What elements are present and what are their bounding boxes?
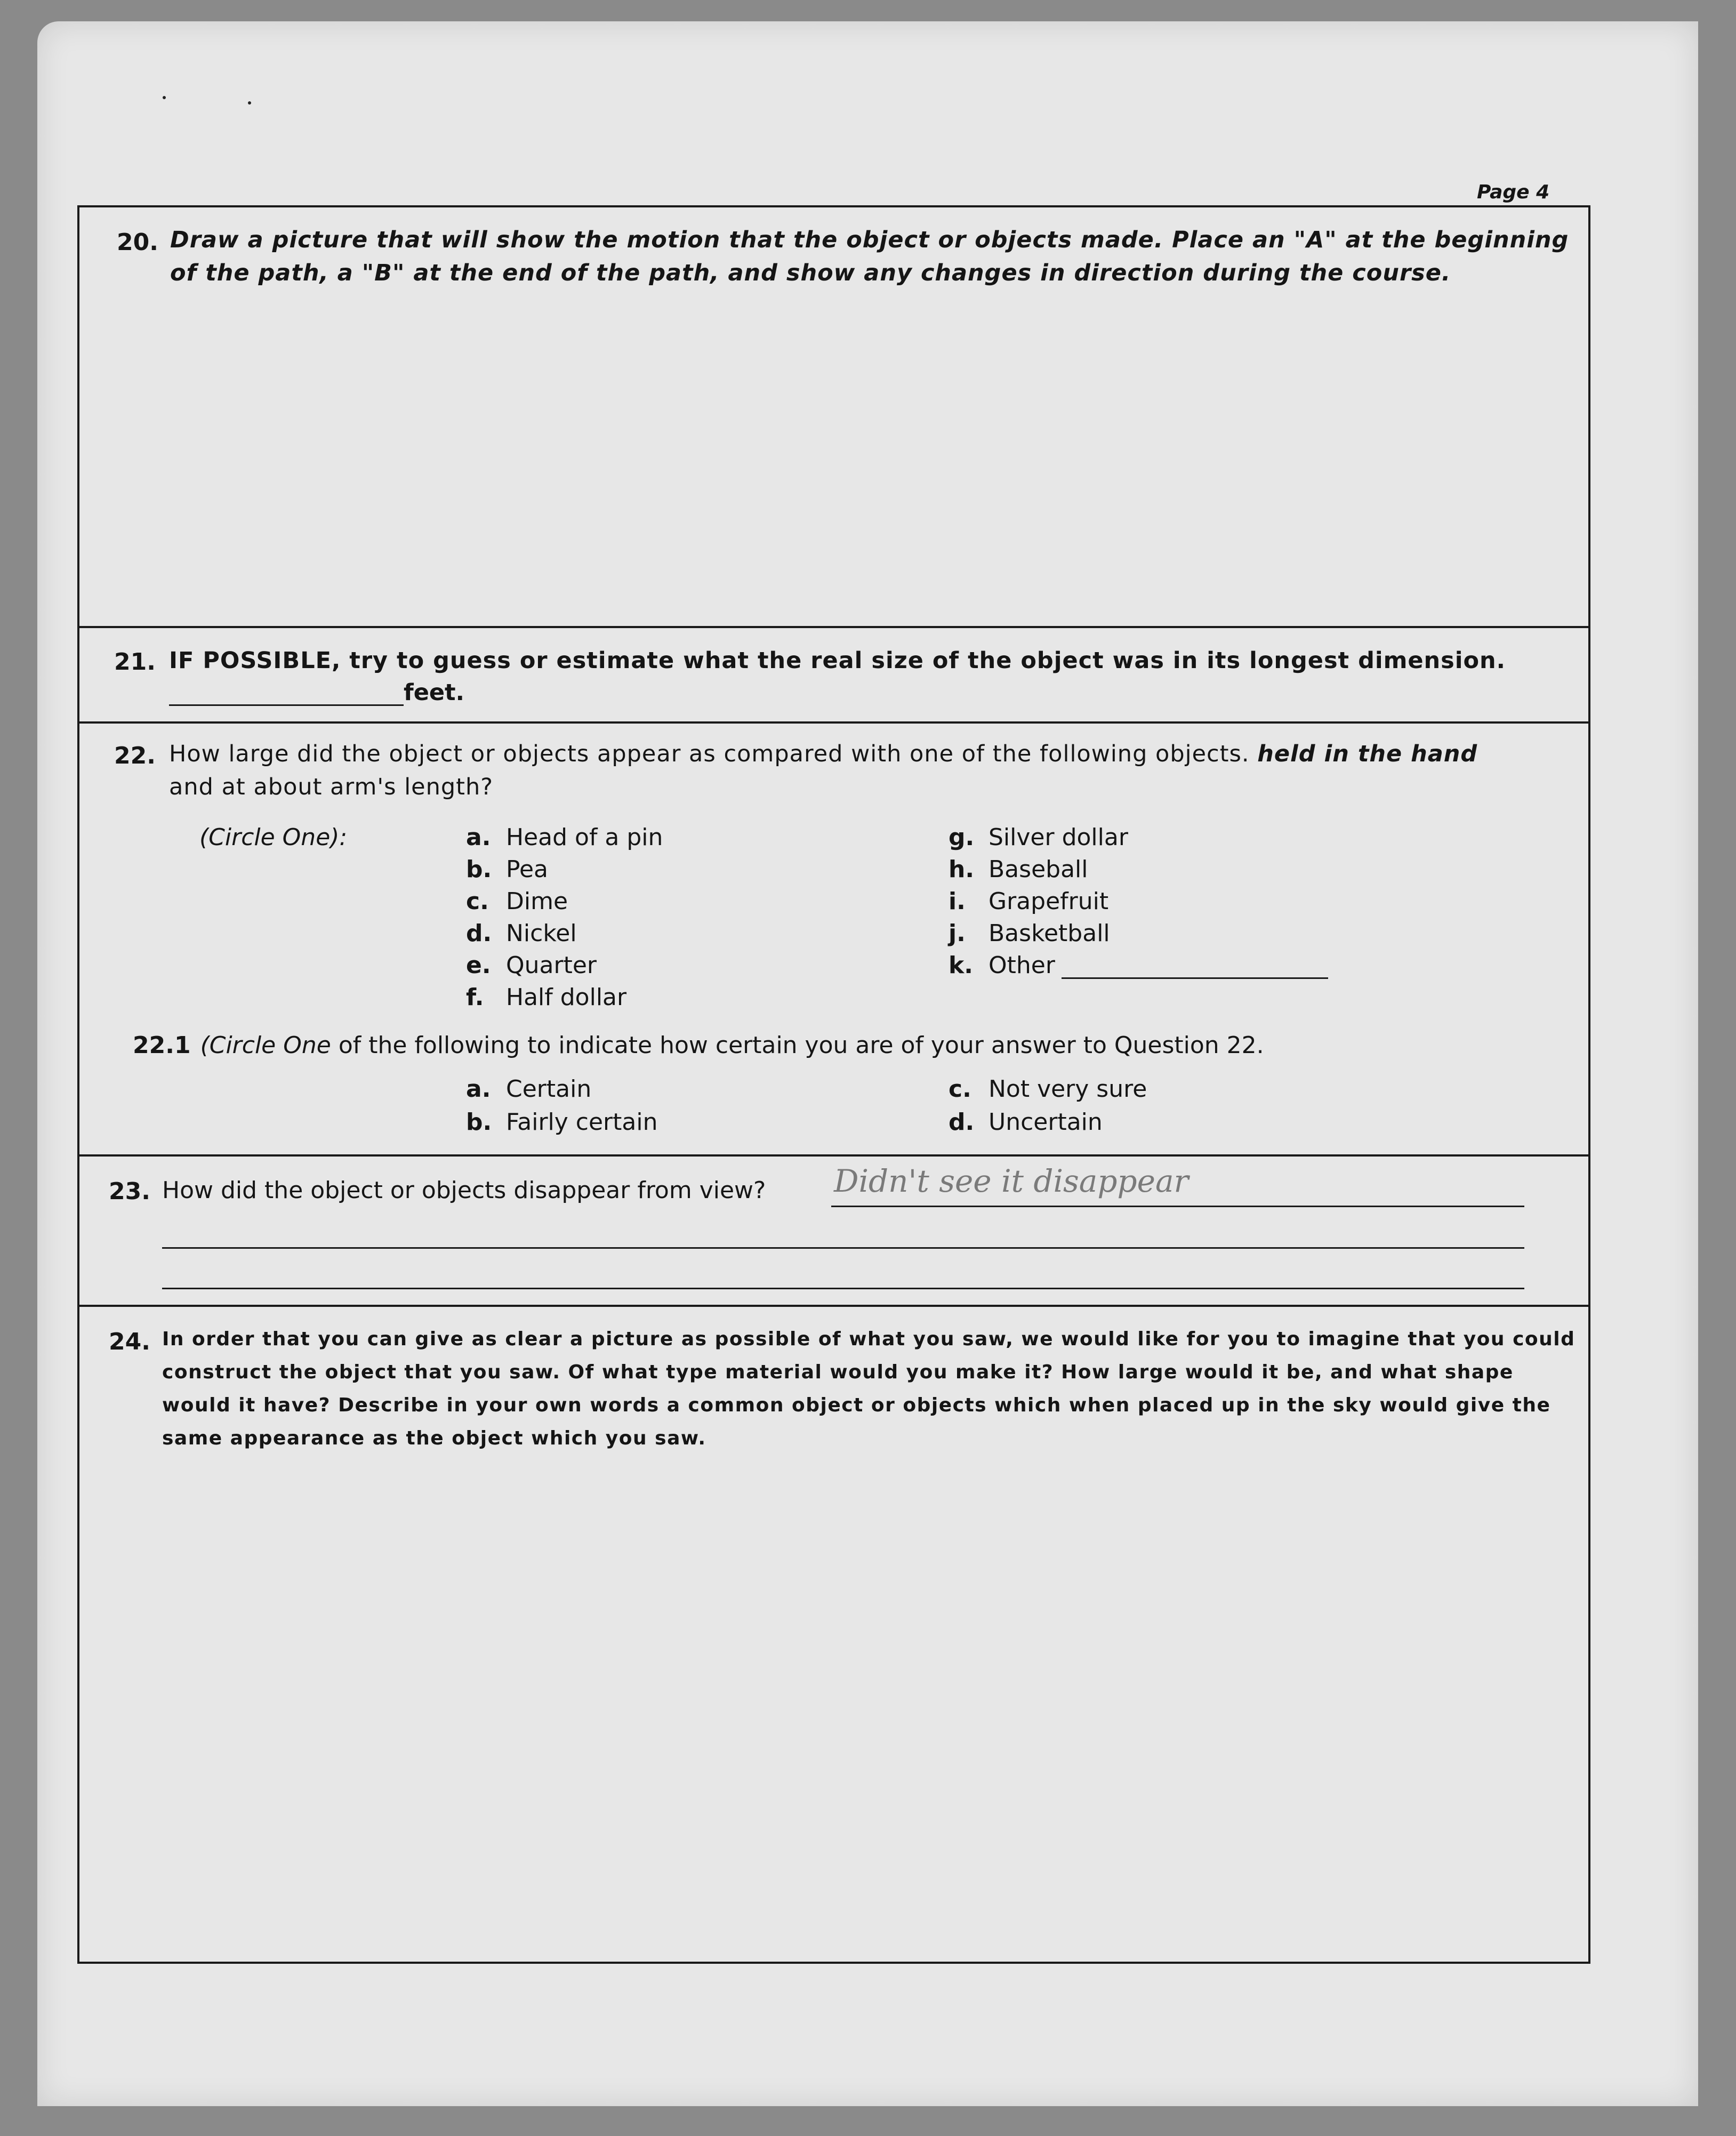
question-21-text: IF POSSIBLE, try to guess or estimate what the real size of the object was in its longest dimension. (169, 647, 1506, 674)
question-23-section (79, 1157, 1588, 1307)
question-23-text: How did the object or objects disappear from view? (162, 1177, 766, 1204)
size-unit-label: feet. (404, 679, 464, 706)
question-22-1-text-part-1: (Circle One (200, 1032, 331, 1059)
certainty-option-a[interactable]: a. Certain (466, 1075, 592, 1103)
circle-one-instruction: (Circle One): (199, 824, 348, 851)
question-20-line-2: of the path, a "B" at the end of the path, and show any changes in direction during the course. (170, 260, 1451, 286)
page-number: Page 4 (1477, 181, 1550, 203)
option-f[interactable]: f. Half dollar (466, 984, 627, 1011)
question-21-section (79, 628, 1588, 724)
question-23-number: 23. (109, 1178, 150, 1205)
question-20-section (79, 207, 1588, 628)
question-24-line-3: would it have? Describe in your own words a common object or objects which when placed up in the sky would give the (162, 1394, 1551, 1416)
question-22-1-text-part-2: of the following to indicate how certain you are of your answer to Question 22. (338, 1032, 1264, 1059)
option-b[interactable]: b. Pea (466, 856, 548, 883)
certainty-option-b[interactable]: b. Fairly certain (466, 1109, 658, 1136)
option-d[interactable]: d. Nickel (466, 920, 577, 947)
question-24-number: 24. (109, 1328, 150, 1355)
option-e[interactable]: e. Quarter (466, 952, 597, 979)
option-j[interactable]: j. Basketball (949, 920, 1110, 947)
question-20-line-1: Draw a picture that will show the motion that the object or objects made. Place an "A" at the beginning (170, 227, 1569, 253)
questionnaire-form (77, 205, 1590, 1964)
drawing-area[interactable] (95, 314, 1567, 613)
option-g[interactable]: g. Silver dollar (949, 824, 1128, 851)
question-24-line-1: In order that you can give as clear a picture as possible of what you saw, we would like for you to imagine that you could (162, 1328, 1576, 1350)
option-h[interactable]: h. Baseball (949, 856, 1088, 883)
answer-line-1[interactable] (831, 1206, 1524, 1207)
speck (248, 101, 251, 105)
question-20-number: 20. (117, 229, 158, 256)
other-size-field[interactable] (1062, 956, 1328, 979)
question-24-section (79, 1307, 1588, 1962)
certainty-option-c[interactable]: c. Not very sure (949, 1075, 1147, 1103)
option-a[interactable]: a. Head of a pin (466, 824, 663, 851)
speck (163, 96, 166, 99)
answer-line-2[interactable] (162, 1247, 1524, 1249)
question-22-1-line (133, 1032, 1264, 1059)
question-22-number: 22. (114, 742, 156, 769)
handwritten-answer: Didn't see it disappear (834, 1163, 1189, 1199)
question-22-line-2: and at about arm's length? (169, 774, 494, 800)
question-21-number: 21. (114, 648, 156, 676)
size-estimate-row (169, 679, 464, 706)
answer-line-3[interactable] (162, 1288, 1524, 1289)
question-24-line-4: same appearance as the object which you saw. (162, 1427, 706, 1449)
question-22-section (79, 724, 1588, 1157)
certainty-option-d[interactable]: d. Uncertain (949, 1109, 1103, 1136)
question-22-line-1 (169, 737, 1477, 770)
question-22-text-part-2: held in the hand (1257, 741, 1478, 767)
option-k[interactable]: k. Other (949, 952, 1328, 979)
description-area[interactable] (95, 1477, 1567, 1947)
document-page (37, 21, 1698, 2106)
size-estimate-field[interactable] (169, 681, 404, 706)
question-22-text-part-1: How large did the object or objects appear as compared with one of the following objects. (169, 741, 1250, 767)
option-c[interactable]: c. Dime (466, 888, 568, 915)
question-24-line-2: construct the object that you saw. Of what type material would you make it? How large would it be, and what shape (162, 1361, 1514, 1383)
option-i[interactable]: i. Grapefruit (949, 888, 1109, 915)
question-22-1-number: 22.1 (133, 1032, 191, 1059)
